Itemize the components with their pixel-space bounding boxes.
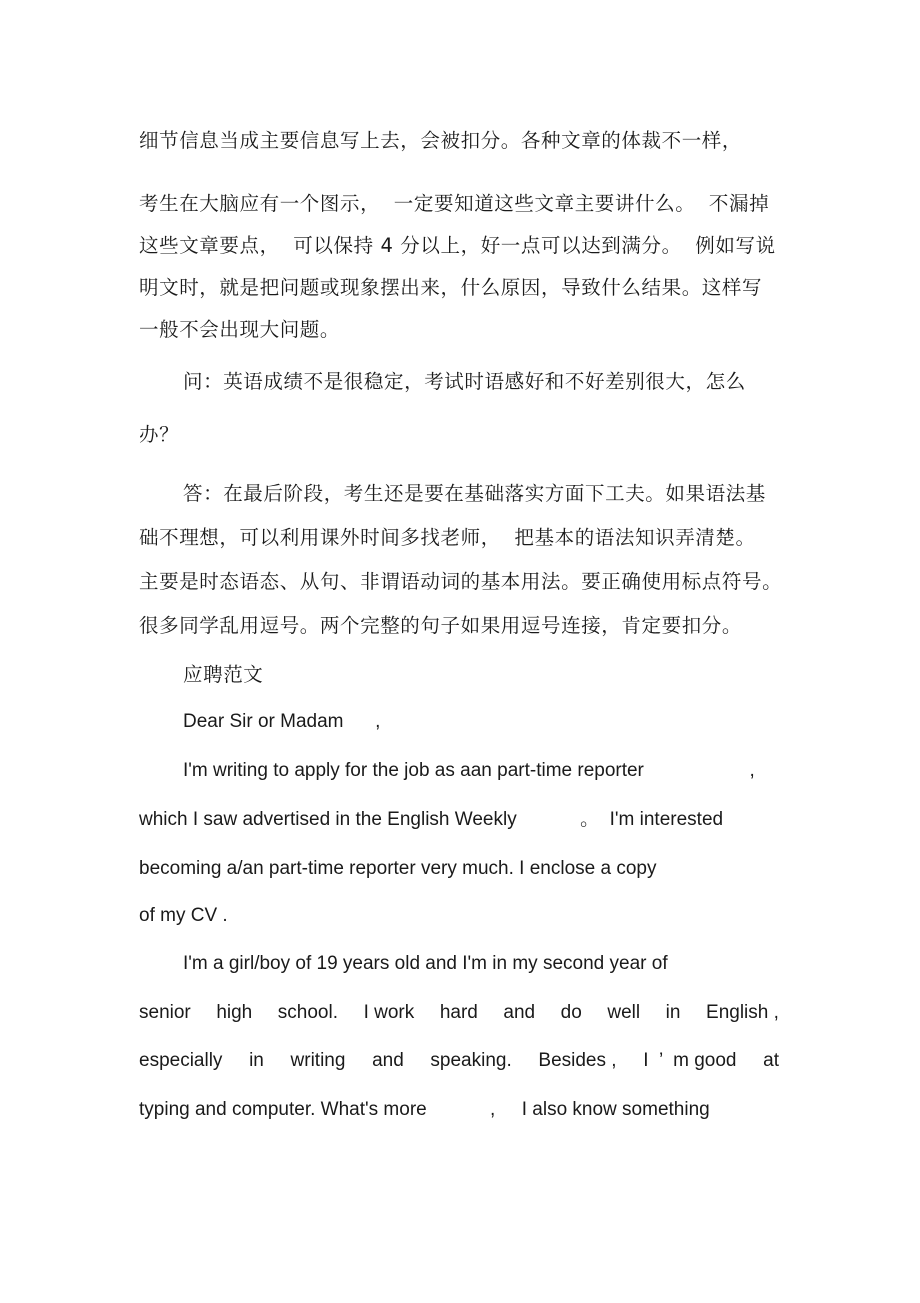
word: high [216, 1002, 253, 1023]
letter-line: typing and computer. What's more , I also know something [139, 1099, 710, 1120]
word: school. [277, 1002, 338, 1023]
letter-line: I'm writing to apply for the job as aan part-time reporter , [183, 760, 755, 781]
letter-line: I'm a girl/boy of 19 years old and I'm in my second year of [183, 953, 668, 974]
text-line: 这些文章要点， 可以保持 4 分以上，好一点可以达到满分。 例如写说 [139, 234, 776, 257]
word: and [372, 1050, 404, 1071]
text-line: 细节信息当成主要信息写上去，会被扣分。各种文章的体裁不一样， [139, 129, 743, 152]
word: senior [139, 1002, 191, 1023]
text-line: 考生在大脑应有一个图示， 一定要知道这些文章主要讲什么。 不漏掉 [139, 192, 770, 215]
word: especially [139, 1050, 223, 1071]
word: at [763, 1050, 779, 1071]
letter-line: which I saw advertised in the English Weekly 。 I'm interested [139, 809, 724, 830]
word: speaking. [430, 1050, 512, 1071]
question-line: 办？ [139, 423, 180, 446]
question-line: 问：英语成绩不是很稳定，考试时语感好和不好差别很大，怎么 [183, 370, 746, 393]
letter-line: of my CV . [139, 905, 228, 926]
word: and [503, 1002, 536, 1023]
word: do [560, 1002, 582, 1023]
word: I work [363, 1002, 415, 1023]
letter-salutation: Dear Sir or Madam , [183, 711, 381, 732]
word: Besides , [538, 1050, 617, 1071]
word: in [665, 1002, 681, 1023]
answer-line: 很多同学乱用逗号。两个完整的句子如果用逗号连接，肯定要扣分。 [139, 614, 743, 637]
word: I ’ m good [643, 1050, 737, 1071]
letter-line-justified [139, 1003, 779, 1022]
text-line: 明文时，就是把问题或现象摆出来，什么原因，导致什么结果。这样写 [139, 276, 763, 299]
answer-line: 主要是时态语态、从句、非谓语动词的基本用法。要正确使用标点符号。 [139, 570, 783, 593]
word: writing [290, 1050, 346, 1071]
answer-line: 础不理想，可以利用课外时间多找老师， 把基本的语法知识弄清楚。 [139, 526, 756, 549]
letter-line-justified [139, 1051, 779, 1070]
section-heading: 应聘范文 [183, 663, 264, 686]
word: well [607, 1002, 641, 1023]
word: in [249, 1050, 264, 1071]
word: English , [706, 1002, 779, 1023]
word: hard [439, 1002, 478, 1023]
answer-line: 答：在最后阶段，考生还是要在基础落实方面下工夫。如果语法基 [183, 482, 766, 505]
text-line: 一般不会出现大问题。 [139, 318, 341, 341]
letter-line: becoming a/an part-time reporter very much. I enclose a copy [139, 858, 657, 879]
